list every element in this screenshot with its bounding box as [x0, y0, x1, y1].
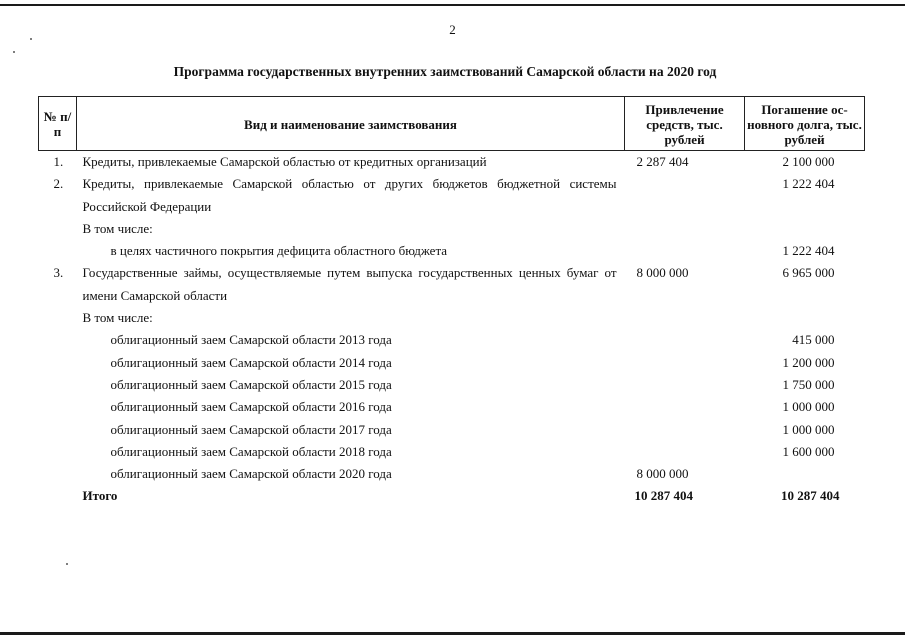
- row-number: 3.: [53, 265, 64, 281]
- total-num: [39, 485, 77, 507]
- table-row: [39, 419, 865, 441]
- header-name: Вид и наименование заимствования: [77, 97, 625, 151]
- table-row: [39, 374, 865, 396]
- row-raised-value: [625, 218, 745, 240]
- row-raised-value: [625, 352, 745, 374]
- row-number: [39, 396, 77, 418]
- row-number: [39, 329, 77, 351]
- row-name: облигационный заем Самарской области 2018 года: [110, 443, 392, 459]
- row-name: облигационный заем Самарской области 2017 года: [110, 421, 392, 437]
- total-label: Итого: [82, 488, 118, 504]
- scan-speck: [66, 563, 68, 565]
- row-name: Кредиты, привлекаемые Самарской областью от кредитных организаций: [82, 154, 487, 169]
- row-repaid-value: 1 000 000: [782, 399, 835, 415]
- row-number: [39, 374, 77, 396]
- table-row: [39, 240, 865, 262]
- row-raised-value: [625, 396, 745, 418]
- header-repaid: Погашение ос-новного долга, тыс. рублей: [745, 97, 865, 151]
- row-repaid-value: 1 222 404: [782, 176, 835, 192]
- table-header-row: [39, 97, 865, 151]
- row-name: облигационный заем Самарской области 2016 года: [110, 399, 392, 415]
- row-repaid-value: 1 600 000: [782, 443, 835, 459]
- row-raised-value: [625, 374, 745, 396]
- table-row: [39, 396, 865, 418]
- row-number: 1.: [53, 154, 64, 169]
- table-row: [39, 329, 865, 351]
- row-number: [39, 419, 77, 441]
- row-raised-value: 8 000 000: [636, 265, 689, 281]
- row-name: В том числе:: [82, 220, 153, 236]
- scan-top-edge: [0, 4, 905, 6]
- row-raised-value: [625, 329, 745, 351]
- row-name: В том числе:: [82, 310, 153, 326]
- row-name: Кредиты, привлекаемые Самарской областью от других бюджетов бюджетной системы Российской Федерации: [82, 176, 617, 214]
- row-raised-value: 2 287 404: [636, 154, 689, 169]
- table-row: [39, 218, 865, 240]
- row-number: [39, 218, 77, 240]
- row-repaid-value: [745, 463, 865, 485]
- row-name: в целях частичного покрытия дефицита областного бюджета: [110, 243, 448, 259]
- scan-speck: [13, 51, 15, 53]
- header-num: № п/п: [39, 97, 77, 151]
- row-repaid-value: 2 100 000: [782, 154, 835, 169]
- table-row: [39, 307, 865, 329]
- row-number: 2.: [53, 176, 64, 192]
- table-row: [39, 262, 865, 307]
- row-number: [39, 307, 77, 329]
- row-name: облигационный заем Самарской области 2015 года: [110, 376, 392, 392]
- document-title: Программа государственных внутренних заимствований Самарской области на 2020 год: [173, 64, 717, 79]
- row-name: облигационный заем Самарской области 2020 года: [110, 466, 392, 482]
- table-row: [39, 173, 865, 218]
- row-repaid-value: 6 965 000: [782, 265, 835, 281]
- table-row: [39, 441, 865, 463]
- header-raised: Привлечение средств, тыс. рублей: [625, 97, 745, 151]
- row-repaid-value: 415 000: [792, 332, 835, 348]
- total-repaid-value: 10 287 404: [781, 488, 840, 504]
- row-raised-value: [625, 441, 745, 463]
- row-repaid-value: 1 222 404: [782, 243, 835, 259]
- total-raised-value: 10 287 404: [634, 488, 693, 504]
- row-name: облигационный заем Самарской области 2014 года: [110, 354, 392, 370]
- row-number: [39, 240, 77, 262]
- row-repaid-value: 1 200 000: [782, 354, 835, 370]
- row-raised-value: [625, 173, 745, 218]
- table-row: [39, 352, 865, 374]
- row-name: Государственные займы, осуществляемые путем выпуска государственных ценных бумаг от имени Самарской области: [82, 265, 617, 303]
- row-repaid-value: [745, 218, 865, 240]
- table-row: [39, 151, 865, 174]
- row-name: облигационный заем Самарской области 2013 года: [110, 332, 392, 348]
- borrowings-table: [38, 96, 865, 508]
- scan-bottom-edge: [0, 632, 905, 635]
- row-number: [39, 441, 77, 463]
- row-raised-value: [625, 419, 745, 441]
- row-raised-value: [625, 307, 745, 329]
- row-repaid-value: 1 750 000: [782, 376, 835, 392]
- row-repaid-value: 1 000 000: [782, 421, 835, 437]
- row-raised-value: [625, 240, 745, 262]
- row-raised-value: 8 000 000: [636, 466, 689, 482]
- row-number: [39, 352, 77, 374]
- total-row: [39, 485, 865, 507]
- table-row: [39, 463, 865, 485]
- table-body: [39, 151, 865, 508]
- row-number: [39, 463, 77, 485]
- scan-speck: [30, 38, 32, 40]
- row-repaid-value: [745, 307, 865, 329]
- page-number: 2: [449, 22, 456, 37]
